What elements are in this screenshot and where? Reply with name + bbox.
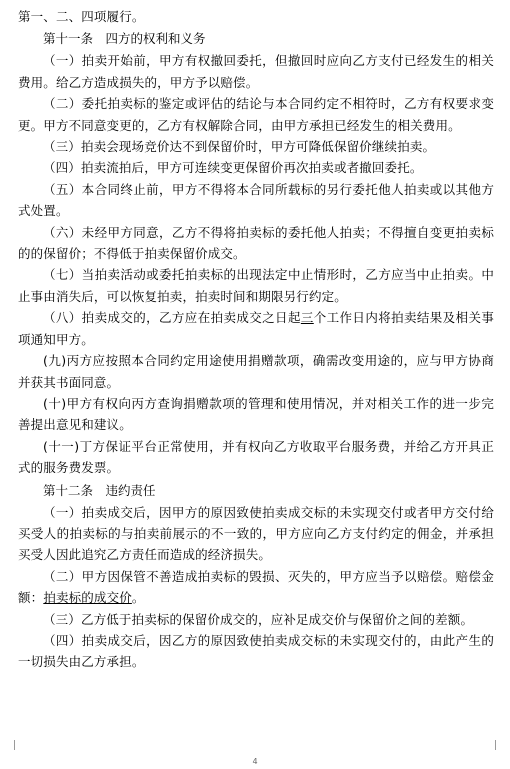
- clause-11-3: （三）拍卖会现场竞价达不到保留价时，甲方可降低保留价继续拍卖。: [43, 139, 436, 155]
- article-11-heading: 第十一条 四方的权利和义务: [43, 31, 206, 47]
- clause-11-6: （六）未经甲方同意，乙方不得将拍卖标的委托他人拍卖；不得擅自变更拍卖标的的保留价；不得低于拍卖保留价成交。: [18, 224, 494, 262]
- clause-11-11: (十一)丁方保证平台正常使用，并有权向乙方收取平台服务费，并给乙方开具正式的服务费发票。: [18, 438, 494, 476]
- document-body: [18, 6, 494, 673]
- clause-12-2-text-a: （二）甲方因保管不善造成拍卖标的毁损、灭失的，甲方应当予以赔偿。赔偿金额：: [18, 568, 494, 606]
- clause-11-8-text-b: 个工作日内将拍卖结果及相关事项通知甲方。: [18, 310, 494, 347]
- clause-12-3: （三）乙方低于拍卖标的保留价成交的，应补足成交价与保留价之间的差额。: [43, 611, 474, 627]
- clause-12-2: [18, 566, 494, 609]
- clause-11-2: （二）委托拍卖标的鉴定或评估的结论与本合同约定不相符时，乙方有权要求变更。甲方不同意变更的，乙方有权解除合同，由甲方承担已经发生的相关费用。: [18, 96, 494, 133]
- clause-11-8: [18, 307, 494, 350]
- clause-12-1: （一）拍卖成交后，因甲方的原因致使拍卖成交标的未实现交付或者甲方交付给买受人的拍卖标的与拍卖前展示的不一致的，甲方应向乙方支付约定的佣金，并承担买受人因此追究乙方责任而造成的经济损失。: [18, 504, 494, 563]
- clause-12-4: （四）拍卖成交后，因乙方的原因致使拍卖成交标的未实现交付的，由此产生的一切损失由乙方承担。: [18, 632, 494, 670]
- clause-11-9: (九)丙方应按照本合同约定用途使用捐赠款项，确需改变用途的，应与甲方协商并获其书面同意。: [18, 353, 494, 390]
- article-12-heading: 第十二条 违约责任: [43, 482, 156, 498]
- clause-11-8-text-a: （八）拍卖成交的，乙方应在拍卖成交之日起: [43, 310, 301, 326]
- clause-12-2-amount: 拍卖标的成交价: [43, 590, 132, 606]
- clause-11-1: （一）拍卖开始前，甲方有权撤回委托，但撤回时应向乙方支付已经发生的相关费用。给乙方造成损失的，甲方予以赔偿。: [18, 53, 494, 90]
- page-number: 4: [252, 757, 258, 766]
- crop-mark-left: [4, 740, 15, 750]
- clause-11-5: （五）本合同终止前，甲方不得将本合同所载标的另行委托他人拍卖或以其他方式处置。: [18, 181, 494, 219]
- clause-11-4: （四）拍卖流拍后，甲方可连续变更保留价再次拍卖或者撤回委托。: [43, 160, 423, 176]
- clause-12-2-text-b: 。: [131, 590, 145, 606]
- clause-11-8-days: 三: [300, 310, 314, 326]
- clause-11-10: (十)甲方有权向丙方查询捐赠款项的管理和使用情况，并对相关工作的进一步完善提出意见和建议。: [18, 395, 494, 433]
- continuation-line: 第一、二、四项履行。: [18, 9, 145, 24]
- clause-11-7: （七）当拍卖活动或委托拍卖标的出现法定中止情形时，乙方应当中止拍卖。中止事由消失后，可以恢复拍卖，拍卖时间和期限另行约定。: [18, 267, 494, 304]
- crop-mark-right: [495, 740, 506, 750]
